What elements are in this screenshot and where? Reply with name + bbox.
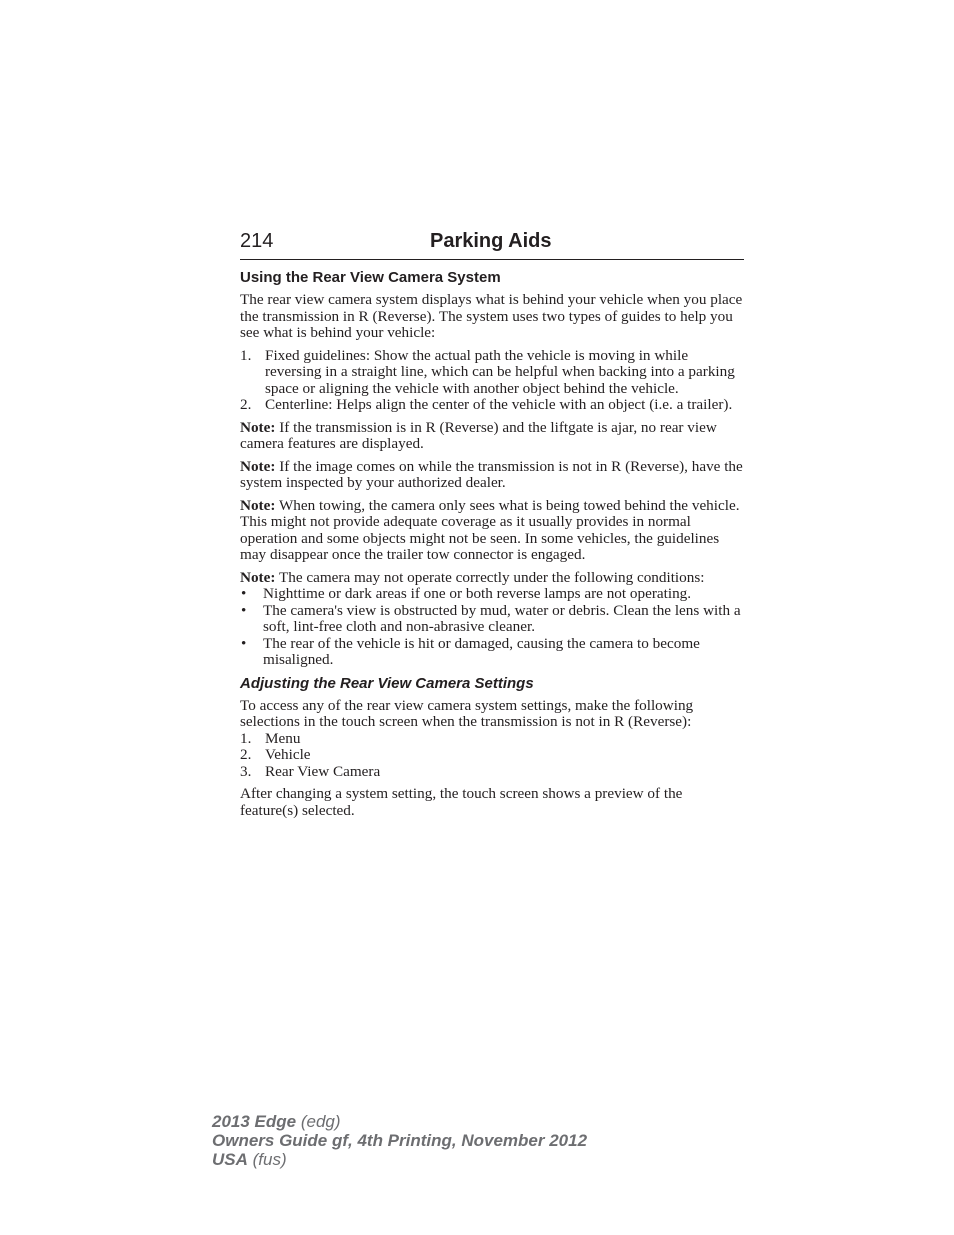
list-text: The camera's view is obstructed by mud, water or debris. Clean the lens with a soft, lint-free cloth and non-abrasive cleaner. <box>263 601 741 635</box>
list-number: 1. <box>240 346 252 364</box>
settings-steps-list <box>240 731 744 781</box>
list-number: 1. <box>240 729 252 747</box>
intro-paragraph: The rear view camera system displays what is behind your vehicle when you place the transmission in R (Reverse). The system uses two types of guides to help you see what is behind your vehicle: <box>240 291 743 341</box>
list-number: 2. <box>240 746 252 763</box>
note-paragraph <box>240 420 744 453</box>
page-header <box>240 230 744 260</box>
list-item <box>240 636 744 669</box>
page-content <box>240 230 744 825</box>
list-item <box>240 747 744 764</box>
list-number: 3. <box>240 762 252 780</box>
list-text: The rear of the vehicle is hit or damaged, causing the camera to become misaligned. <box>263 634 700 668</box>
list-item <box>240 731 744 748</box>
closing-paragraph: After changing a system setting, the touch screen shows a preview of the feature(s) selected. <box>240 785 683 819</box>
footer-market-code: (fus) <box>247 1150 287 1169</box>
list-item <box>240 764 744 781</box>
page-number: 214 <box>240 230 274 252</box>
note-paragraph <box>240 498 744 564</box>
footer-line-model <box>212 1112 587 1131</box>
note-text: If the transmission is in R (Reverse) and the liftgate is ajar, no rear view camera features are displayed. <box>240 418 717 452</box>
section-heading-rear-view-camera: Using the Rear View Camera System <box>240 269 501 286</box>
note-text: If the image comes on while the transmission is not in R (Reverse), have the system inspected by your authorized dealer. <box>240 457 743 491</box>
note-label: Note: <box>240 568 276 586</box>
footer-model-code: (edg) <box>296 1112 341 1131</box>
list-text: Rear View Camera <box>265 762 381 780</box>
bullet-icon: • <box>241 634 247 652</box>
footer-line-market <box>212 1150 587 1169</box>
list-number: 2. <box>240 396 252 413</box>
list-text: Vehicle <box>265 746 311 763</box>
note-paragraph <box>240 570 744 587</box>
footer-model: 2013 Edge <box>212 1112 297 1131</box>
footer-line-printing: Owners Guide gf, 4th Printing, November 2012 <box>212 1131 588 1150</box>
bullet-icon: • <box>241 585 247 602</box>
footer-market: USA <box>212 1150 248 1169</box>
note-paragraph <box>240 459 744 492</box>
section-title: Parking Aids <box>430 230 552 252</box>
note-label: Note: <box>240 418 276 436</box>
list-text: Menu <box>265 729 301 747</box>
list-item <box>240 348 744 398</box>
note-text: The camera may not operate correctly under the following conditions: <box>275 568 705 586</box>
settings-intro-paragraph: To access any of the rear view camera system settings, make the following selections in the touch screen when the transmission is not in R (Reverse): <box>240 696 694 730</box>
note-label: Note: <box>240 496 276 514</box>
note-text: When towing, the camera only sees what is being towed behind the vehicle. This might not provide adequate coverage as it usually provides in normal operation and some objects might not be seen. In some vehicles, the guidelines may disappear once the trailer tow connector is engaged. <box>240 496 740 563</box>
list-text: Centerline: Helps align the center of the vehicle with an object (i.e. a trailer). <box>265 396 733 413</box>
conditions-list <box>240 586 744 669</box>
list-text: Fixed guidelines: Show the actual path the vehicle is moving in while reversing in a straight line, which can be helpful when backing into a parking space or aligning the vehicle with another object behind the vehicle. <box>265 346 735 397</box>
list-item <box>240 603 744 636</box>
note-label: Note: <box>240 457 276 475</box>
list-text: Nighttime or dark areas if one or both reverse lamps are not operating. <box>263 585 692 602</box>
guides-list <box>240 348 744 414</box>
section-heading-adjusting-settings: Adjusting the Rear View Camera Settings <box>240 674 534 692</box>
bullet-icon: • <box>241 601 247 619</box>
list-item <box>240 397 744 414</box>
list-item <box>240 586 744 603</box>
page-footer <box>212 1112 587 1169</box>
